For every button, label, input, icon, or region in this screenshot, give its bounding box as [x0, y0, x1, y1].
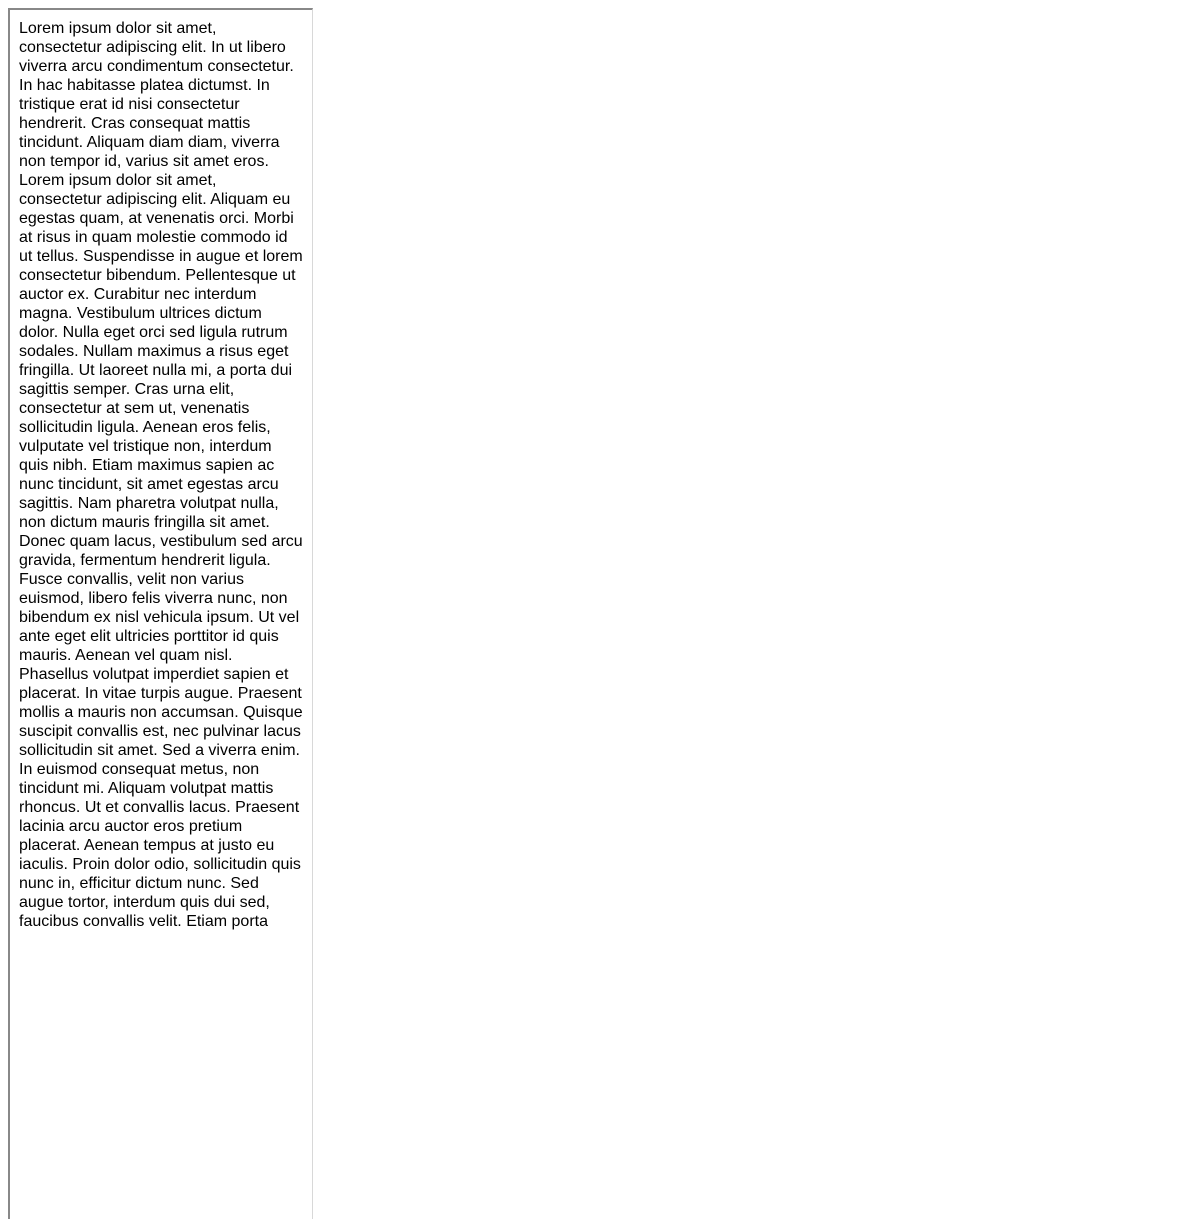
- text-area-content: Lorem ipsum dolor sit amet, consectetur adipiscing elit. In ut libero viverra arcu condimentum consectetur. In hac habitasse platea dictumst. In tristique erat id nisi consectetur hendrerit. Cras consequat mattis tincidunt. Aliquam diam diam, viverra non tempor id, varius sit amet eros. Lorem ipsum dolor sit amet, consectetur adipiscing elit. Aliquam eu egestas quam, at venenatis orci. Morbi at risus in quam molestie commodo id ut tellus. Suspendisse in augue et lorem consectetur bibendum. Pellentesque ut auctor ex. Curabitur nec interdum magna. Vestibulum ultrices dictum dolor. Nulla eget orci sed ligula rutrum sodales. Nullam maximus a risus eget fringilla. Ut laoreet nulla mi, a porta dui sagittis semper. Cras urna elit, consectetur at sem ut, venenatis sollicitudin ligula. Aenean eros felis, vulputate vel tristique non, interdum quis nibh. Etiam maximus sapien ac nunc tincidunt, sit amet egestas arcu sagittis. Nam pharetra volutpat nulla, non dictum mauris fringilla sit amet. Donec quam lacus, vestibulum sed arcu gravida, fermentum hendrerit ligula. Fusce convallis, velit non varius euismod, libero felis viverra nunc, non bibendum ex nisl vehicula ipsum. Ut vel ante eget elit ultricies porttitor id quis mauris. Aenean vel quam nisl. Phasellus volutpat imperdiet sapien et placerat. In vitae turpis augue. Praesent mollis a mauris non accumsan. Quisque suscipit convallis est, nec pulvinar lacus sollicitudin sit amet. Sed a viverra enim. In euismod consequat metus, non tincidunt mi. Aliquam volutpat mattis rhoncus. Ut et convallis lacus. Praesent lacinia arcu auctor eros pretium placerat. Aenean tempus at justo eu iaculis. Proin dolor odio, sollicitudin quis nunc in, efficitur dictum nunc. Sed augue tortor, interdum quis dui sed, faucibus convallis velit. Etiam porta: [19, 20, 303, 930]
- text-area[interactable]: [8, 8, 313, 1219]
